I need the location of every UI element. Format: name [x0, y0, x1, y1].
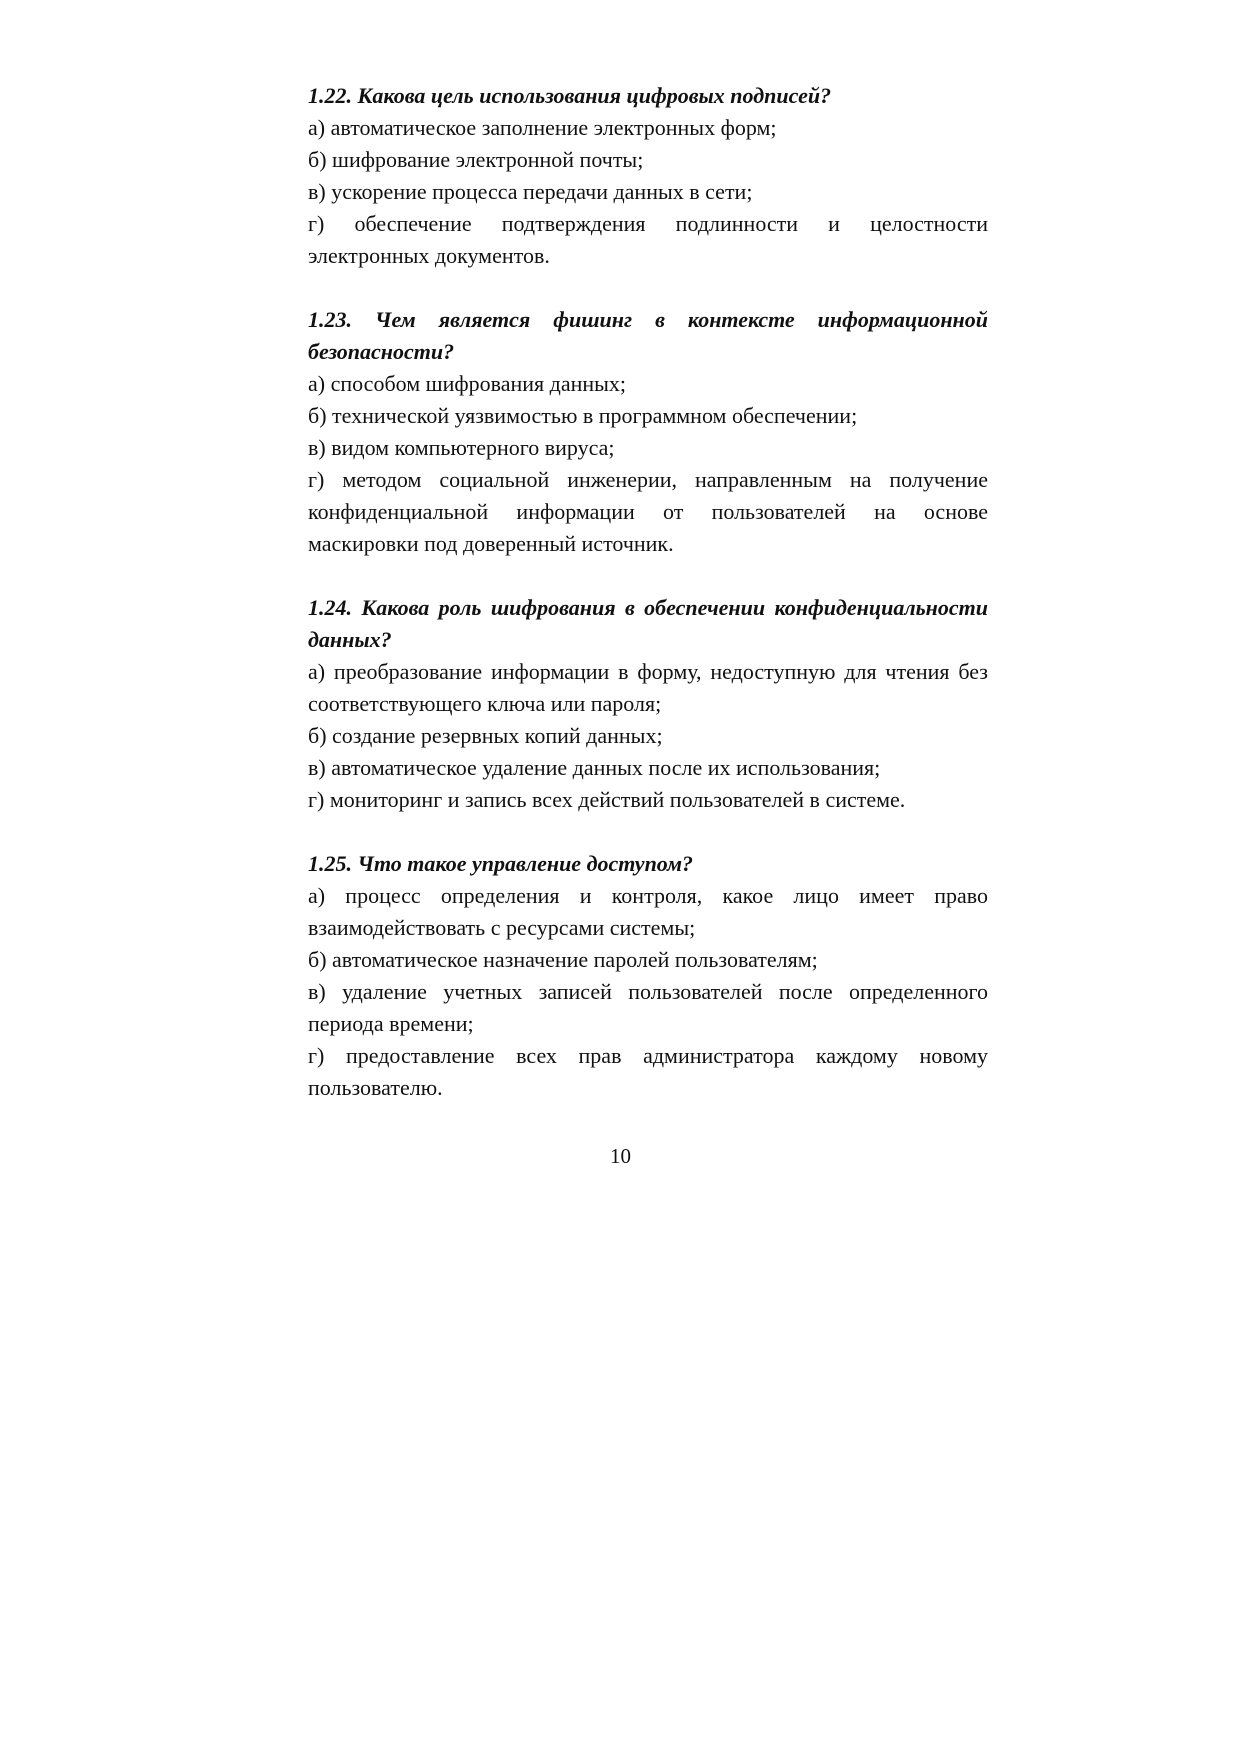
answer-option-b: б) автоматическое назначение паролей пользователям;	[308, 947, 818, 972]
answer-option-v: в) видом компьютерного вируса;	[308, 435, 615, 460]
answer-option-a: а) автоматическое заполнение электронных форм;	[308, 115, 777, 140]
answer-option-v: в) автоматическое удаление данных после их использования;	[308, 755, 881, 780]
question-title: 1.23. Чем является фишинг в контексте информационной безопасности?	[308, 307, 988, 364]
question-1-22	[308, 80, 988, 272]
document-page	[308, 80, 988, 1136]
answer-option-v: в) ускорение процесса передачи данных в сети;	[308, 179, 753, 204]
answer-option-a: а) преобразование информации в форму, недоступную для чтения без соответствующего ключа или пароля;	[308, 659, 988, 716]
question-title: 1.24. Какова роль шифрования в обеспечении конфиденциальности данных?	[308, 595, 988, 652]
question-1-25	[308, 848, 988, 1104]
question-title: 1.25. Что такое управление доступом?	[308, 851, 694, 876]
answer-option-g: г) методом социальной инженерии, направленным на получение конфиденциальной информации от пользователей на основе маскировки под доверенный источник.	[308, 467, 988, 556]
question-title: 1.22. Какова цель использования цифровых подписей?	[308, 83, 832, 108]
question-1-24	[308, 592, 988, 816]
page-number: 10	[610, 1144, 631, 1168]
question-1-23	[308, 304, 988, 560]
answer-option-a: а) процесс определения и контроля, какое лицо имеет право взаимодействовать с ресурсами системы;	[308, 883, 988, 940]
answer-option-g: г) мониторинг и запись всех действий пользователей в системе.	[308, 787, 906, 812]
answer-option-v: в) удаление учетных записей пользователей после определенного периода времени;	[308, 979, 988, 1036]
answer-option-b: б) создание резервных копий данных;	[308, 723, 663, 748]
answer-option-a: а) способом шифрования данных;	[308, 371, 627, 396]
answer-option-g: г) обеспечение подтверждения подлинности и целостности электронных документов.	[308, 211, 988, 268]
answer-option-g: г) предоставление всех прав администратора каждому новому пользователю.	[308, 1043, 988, 1100]
answer-option-b: б) шифрование электронной почты;	[308, 147, 644, 172]
answer-option-b: б) технической уязвимостью в программном обеспечении;	[308, 403, 858, 428]
